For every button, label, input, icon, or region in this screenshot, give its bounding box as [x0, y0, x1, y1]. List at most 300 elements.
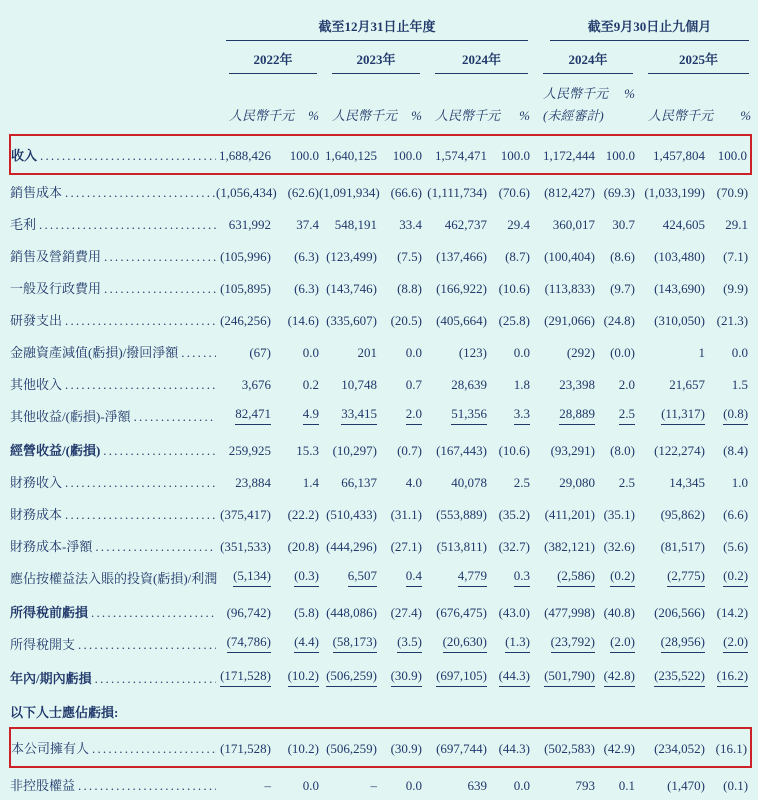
value: (382,121): [544, 539, 596, 554]
amount-cell-2022: [216, 561, 271, 595]
value: 4.9: [303, 406, 319, 425]
percent-cell-2025-ninemonth: [705, 627, 751, 661]
value: (11,317): [661, 406, 705, 425]
value: 0.2: [302, 377, 319, 392]
amount-cell-2023: [319, 595, 377, 627]
percent-cell-2024: [487, 207, 530, 239]
percent-cell-2025-ninemonth: [705, 767, 751, 800]
amount-cell-2023: [319, 239, 377, 271]
value: 2.0: [618, 377, 636, 392]
table-row: [10, 303, 751, 335]
percent-cell-2023: [377, 174, 422, 207]
table-row: [10, 627, 751, 661]
amount-cell-2024: [422, 367, 487, 399]
table-row: [10, 661, 751, 695]
value: (171,528): [220, 668, 271, 687]
amount-cell-2024: [422, 767, 487, 800]
percent-cell-2023: [377, 561, 422, 595]
row-label: 財務收入: [10, 475, 63, 490]
value: 30.7: [612, 217, 636, 232]
percent-cell-2024: [487, 728, 530, 767]
period-group-row: [10, 16, 751, 41]
dot-leader: [65, 377, 216, 393]
percent-cell-2024-ninemonth: [595, 728, 635, 767]
row-label: 金融資產減值(虧損)/撥回淨額: [10, 345, 179, 360]
percent-cell-2023: [377, 627, 422, 661]
amount-cell-2025-ninemonth: [635, 728, 705, 767]
percent-cell-2024: [487, 399, 530, 433]
percent-cell-2024: [487, 465, 530, 497]
amount-cell-2024: [422, 661, 487, 695]
amount-cell-2022: [216, 497, 271, 529]
table-row: [10, 561, 751, 595]
period-group-ninemonth-label: 截至9月30日止九個月: [587, 19, 712, 34]
year-label: 2022年: [253, 52, 293, 67]
value: (35.1): [603, 507, 636, 522]
value: (44.3): [499, 668, 530, 687]
percent-cell-2023: [377, 695, 422, 728]
value: (10.6): [498, 281, 531, 296]
amount-cell-2023: [319, 767, 377, 800]
percent-label: %: [624, 86, 636, 101]
dot-leader: [65, 475, 216, 491]
value: (30.9): [390, 741, 422, 756]
value: 2.0: [406, 406, 422, 425]
percent-cell-2024: [487, 627, 530, 661]
amount-cell-2024-ninemonth: [530, 627, 595, 661]
value: (0.0): [610, 345, 636, 360]
value: (58,173): [333, 634, 377, 653]
percent-cell-2023: [377, 239, 422, 271]
row-label: 收入: [11, 148, 38, 163]
value: 1,574,471: [435, 148, 487, 163]
row-label: 本公司擁有人: [11, 741, 90, 756]
percent-cell-2024-ninemonth: [595, 561, 635, 595]
amount-cell-2024: [422, 627, 487, 661]
table-row: [10, 399, 751, 433]
value: 6,507: [348, 568, 377, 587]
value: (405,664): [436, 313, 487, 328]
amount-cell-2024: [422, 561, 487, 595]
percent-cell-2023: [377, 271, 422, 303]
percent-cell-2022: [271, 174, 319, 207]
table-row: [10, 135, 751, 174]
value: (123,499): [326, 249, 377, 264]
percent-cell-2025-ninemonth: [705, 367, 751, 399]
value: (22.2): [287, 507, 319, 522]
value: 28,889: [559, 406, 595, 425]
row-label-cell: [10, 303, 216, 335]
amount-cell-2025-ninemonth: [635, 595, 705, 627]
table-row: [10, 433, 751, 465]
value: (137,466): [436, 249, 487, 264]
amount-cell-2023: [319, 335, 377, 367]
year-header-2024-ninemonth: [530, 41, 635, 74]
percent-cell-2025-ninemonth: [705, 561, 751, 595]
table-row: [10, 174, 751, 207]
value: 1.4: [302, 475, 319, 490]
row-label: 財務成本: [10, 507, 63, 522]
value: 3.3: [514, 406, 530, 425]
amount-cell-2023: [319, 303, 377, 335]
row-label: 研發支出: [10, 313, 63, 328]
value: (27.1): [390, 539, 422, 554]
row-label-cell: [10, 595, 216, 627]
amount-cell-2025-ninemonth: [635, 661, 705, 695]
percent-cell-2024-ninemonth: [595, 767, 635, 800]
unit-label: 人民幣千元: [435, 108, 501, 123]
amount-cell-2025-ninemonth: [635, 433, 705, 465]
amount-cell-2025-ninemonth: [635, 465, 705, 497]
dot-leader: [95, 539, 216, 555]
value: (23,792): [551, 634, 595, 653]
value: (292): [566, 345, 596, 360]
value: (10.2): [287, 741, 319, 756]
value: (506,259): [326, 741, 377, 756]
value: 360,017: [552, 217, 596, 232]
table-row: [10, 728, 751, 767]
table-row: [10, 695, 751, 728]
percent-cell-2022: [271, 239, 319, 271]
value: (43.0): [498, 605, 531, 620]
value: 40,078: [451, 475, 487, 490]
income-statement-table: [9, 16, 752, 800]
value: 100.0: [605, 148, 636, 163]
value: (32.6): [603, 539, 636, 554]
year-header-2025-ninemonth: [635, 41, 751, 74]
header-spacer-cell: [10, 16, 216, 41]
value: 548,191: [334, 217, 377, 232]
percent-cell-2024: [487, 661, 530, 695]
row-label: 所得稅前虧損: [10, 605, 89, 620]
percent-cell-2025-ninemonth: [705, 271, 751, 303]
value: 0.3: [514, 568, 530, 587]
value: 0.0: [513, 778, 531, 793]
percent-cell-2024-ninemonth: [595, 661, 635, 695]
percent-cell-2023: [377, 335, 422, 367]
value: 100.0: [289, 148, 319, 163]
amount-cell-2022: [216, 271, 271, 303]
period-group-annual-label: 截至12月31日止年度: [318, 19, 436, 34]
amount-cell-2023: [319, 561, 377, 595]
amount-cell-2024-ninemonth: [530, 595, 595, 627]
percent-cell-2023: [377, 767, 422, 800]
amount-cell-2024-ninemonth: [530, 561, 595, 595]
value: (5,134): [233, 568, 271, 587]
percent-cell-2022: [271, 627, 319, 661]
amount-cell-2022: [216, 529, 271, 561]
percent-cell-2024-ninemonth: [595, 529, 635, 561]
value: 0.7: [405, 377, 422, 392]
row-label-cell: [10, 335, 216, 367]
value: (812,427): [544, 185, 596, 200]
value: (7.1): [723, 249, 749, 264]
value: 15.3: [296, 443, 319, 458]
value: (235,522): [654, 668, 705, 687]
amount-cell-2024: [422, 239, 487, 271]
dot-leader: [134, 409, 216, 425]
percent-cell-2022: [271, 661, 319, 695]
dot-leader: [78, 637, 216, 653]
amount-cell-2025-ninemonth: [635, 767, 705, 800]
percent-cell-2023: [377, 367, 422, 399]
value: (93,291): [550, 443, 596, 458]
amount-cell-2023: [319, 367, 377, 399]
percent-cell-2024: [487, 595, 530, 627]
row-label: 其他收益/(虧損)-淨額: [10, 409, 131, 424]
amount-cell-2024: [422, 433, 487, 465]
value: (477,998): [544, 605, 596, 620]
percent-cell-2022: [271, 529, 319, 561]
value: (30.9): [391, 668, 422, 687]
percent-cell-2024: [487, 135, 530, 174]
percent-cell-2024: [487, 497, 530, 529]
percent-cell-2025-ninemonth: [705, 595, 751, 627]
value: (32.7): [498, 539, 531, 554]
amount-cell-2025-ninemonth: [635, 239, 705, 271]
percent-cell-2024-ninemonth: [595, 271, 635, 303]
value: 1,457,804: [653, 148, 706, 163]
value: 2.5: [513, 475, 531, 490]
percent-cell-2025-ninemonth: [705, 497, 751, 529]
dot-leader: [65, 507, 216, 523]
amount-cell-2024: [422, 174, 487, 207]
percent-cell-2024-ninemonth: [595, 497, 635, 529]
percent-cell-2024-ninemonth: [595, 239, 635, 271]
row-label-cell: [10, 767, 216, 800]
value: 66,137: [341, 475, 377, 490]
amount-cell-2024: [422, 271, 487, 303]
value: (123): [458, 345, 487, 360]
amount-cell-2023: [319, 135, 377, 174]
amount-cell-2024-ninemonth: [530, 303, 595, 335]
value: 23,398: [559, 377, 596, 392]
row-label-cell: [10, 433, 216, 465]
table-row: [10, 767, 751, 800]
row-label-cell: [10, 174, 216, 207]
amount-cell-2022: [216, 174, 277, 207]
value: (0.2): [723, 568, 748, 587]
dot-leader: [104, 281, 216, 297]
value: (5.6): [723, 539, 749, 554]
value: (676,475): [436, 605, 487, 620]
amount-cell-2022: [216, 207, 271, 239]
value: 23,884: [235, 475, 271, 490]
row-label-cell: [10, 367, 216, 399]
value: (96,742): [226, 605, 271, 620]
value: (444,296): [326, 539, 377, 554]
value: (10.6): [498, 443, 531, 458]
value: (66.6): [390, 185, 422, 200]
percent-cell-2022: [271, 497, 319, 529]
amount-cell-2025-ninemonth: [635, 303, 705, 335]
value: 639: [467, 778, 487, 793]
percent-cell-2022: [271, 561, 319, 595]
value: (553,889): [436, 507, 487, 522]
percent-cell-2023: [377, 529, 422, 561]
percent-cell-2023: [377, 207, 422, 239]
amount-cell-2024: [422, 399, 487, 433]
unit-label: 人民幣千元: [543, 86, 609, 101]
value: 29.4: [507, 217, 531, 232]
percent-cell-2025-ninemonth: [705, 335, 751, 367]
amount-cell-2024-ninemonth: [530, 465, 595, 497]
amount-cell-2024: [422, 465, 487, 497]
percent-cell-2024: [487, 303, 530, 335]
row-label-cell: [10, 561, 216, 595]
value: 0.1: [618, 778, 636, 793]
unit-label: 人民幣千元: [648, 108, 714, 123]
value: 0.0: [405, 778, 422, 793]
value: (506,259): [326, 668, 377, 687]
amount-cell-2025-ninemonth: [635, 135, 705, 174]
value: (8.4): [723, 443, 749, 458]
amount-cell-2023: [319, 433, 377, 465]
amount-cell-2022: [216, 627, 271, 661]
percent-cell-2025-ninemonth: [705, 695, 751, 728]
year-header-row: [10, 41, 751, 74]
value: (8.6): [610, 249, 636, 264]
percent-cell-2022: [271, 303, 319, 335]
percent-cell-2023: [377, 135, 422, 174]
value: 1,640,125: [325, 148, 377, 163]
percent-cell-2023: [377, 728, 422, 767]
row-label: 非控股權益: [10, 778, 76, 793]
value: (10,297): [332, 443, 377, 458]
value: (9.7): [610, 281, 636, 296]
unit-header-cell-unaudited: [530, 74, 635, 124]
amount-cell-2025-ninemonth: [635, 207, 705, 239]
amount-cell-2022: [216, 595, 271, 627]
value: (28,956): [661, 634, 705, 653]
percent-cell-2024-ninemonth: [595, 367, 635, 399]
percent-label: %: [308, 108, 319, 123]
value: (40.8): [603, 605, 636, 620]
percent-cell-2023: [377, 399, 422, 433]
year-label: 2023年: [356, 52, 396, 67]
dot-leader: [104, 249, 216, 265]
value: (6.3): [294, 249, 319, 264]
percent-cell-2022: [271, 367, 319, 399]
row-label: 以下人士應佔虧損:: [10, 705, 119, 720]
value: (351,533): [220, 539, 271, 554]
value: (42.9): [603, 741, 636, 756]
table-row: [10, 595, 751, 627]
row-label: 年內/期內虧損: [10, 671, 92, 686]
value: (70.9): [716, 185, 749, 200]
amount-cell-2023: [319, 695, 377, 728]
amount-cell-2024: [422, 695, 487, 728]
value: (16.1): [715, 741, 748, 756]
amount-cell-2023: [319, 728, 377, 767]
unit-header-cell: [422, 74, 530, 124]
amount-cell-2024: [422, 335, 487, 367]
value: 0.0: [513, 345, 531, 360]
percent-cell-2024: [487, 335, 530, 367]
value: (62.6): [287, 185, 319, 200]
value: (95,862): [660, 507, 706, 522]
value: (100,404): [544, 249, 596, 264]
amount-cell-2024-ninemonth: [530, 399, 595, 433]
value: (697,744): [436, 741, 487, 756]
value: (25.8): [498, 313, 531, 328]
row-label-cell: [10, 135, 216, 174]
amount-cell-2022: [216, 767, 271, 800]
value: 10,748: [341, 377, 377, 392]
value: 424,605: [662, 217, 706, 232]
percent-cell-2025-ninemonth: [705, 465, 751, 497]
amount-cell-2024-ninemonth: [530, 661, 595, 695]
value: (20.8): [287, 539, 319, 554]
percent-cell-2024: [487, 367, 530, 399]
value: 2.5: [618, 475, 636, 490]
value: (105,996): [220, 249, 271, 264]
value: 37.4: [296, 217, 319, 232]
year-label: 2024年: [462, 52, 502, 67]
row-label-cell: [10, 207, 216, 239]
value: (501,790): [544, 668, 595, 687]
percent-cell-2022: [271, 335, 319, 367]
percent-cell-2022: [271, 433, 319, 465]
percent-cell-2024-ninemonth: [595, 433, 635, 465]
amount-cell-2023: [319, 174, 380, 207]
row-label: 財務成本-淨額: [10, 539, 93, 554]
amount-cell-2024-ninemonth: [530, 728, 595, 767]
value: (1,111,734): [427, 185, 487, 200]
value: 201: [357, 345, 377, 360]
value: 1,172,444: [543, 148, 596, 163]
percent-cell-2025-ninemonth: [705, 239, 751, 271]
value: (2,775): [667, 568, 705, 587]
year-header-2023: [319, 41, 422, 74]
row-label-cell: [10, 399, 216, 433]
amount-cell-2022: [216, 399, 271, 433]
percent-cell-2024-ninemonth: [595, 207, 635, 239]
percent-cell-2022: [271, 767, 319, 800]
percent-cell-2025-ninemonth: [705, 174, 751, 207]
value: (74,786): [227, 634, 271, 653]
dot-leader: [40, 148, 216, 164]
value: (7.5): [397, 249, 422, 264]
row-label: 應佔按權益法入賬的投資(虧損)/利潤: [10, 571, 218, 586]
amount-cell-2023: [319, 661, 377, 695]
percent-cell-2022: [271, 207, 319, 239]
value: 100.0: [717, 148, 748, 163]
amount-cell-2024-ninemonth: [530, 767, 595, 800]
row-label-cell: [10, 728, 216, 767]
unaudited-note: (未經審計): [543, 108, 604, 123]
value: 33.4: [399, 217, 422, 232]
value: (8.0): [610, 443, 636, 458]
row-label: 一般及行政費用: [10, 281, 102, 296]
value: (24.8): [603, 313, 636, 328]
value: (44.3): [498, 741, 531, 756]
percent-cell-2024: [487, 767, 530, 800]
amount-cell-2022: [216, 728, 271, 767]
amount-cell-2025-ninemonth: [635, 367, 705, 399]
percent-cell-2024-ninemonth: [595, 335, 635, 367]
amount-cell-2022: [216, 135, 271, 174]
value: (20.5): [390, 313, 422, 328]
year-header-2024: [422, 41, 530, 74]
table-row: [10, 367, 751, 399]
amount-cell-2025-ninemonth: [635, 627, 705, 661]
table-row: [10, 335, 751, 367]
row-label-cell: [10, 661, 216, 695]
dot-leader: [95, 671, 216, 687]
value: (4.4): [294, 634, 319, 653]
percent-cell-2024-ninemonth: [595, 627, 635, 661]
